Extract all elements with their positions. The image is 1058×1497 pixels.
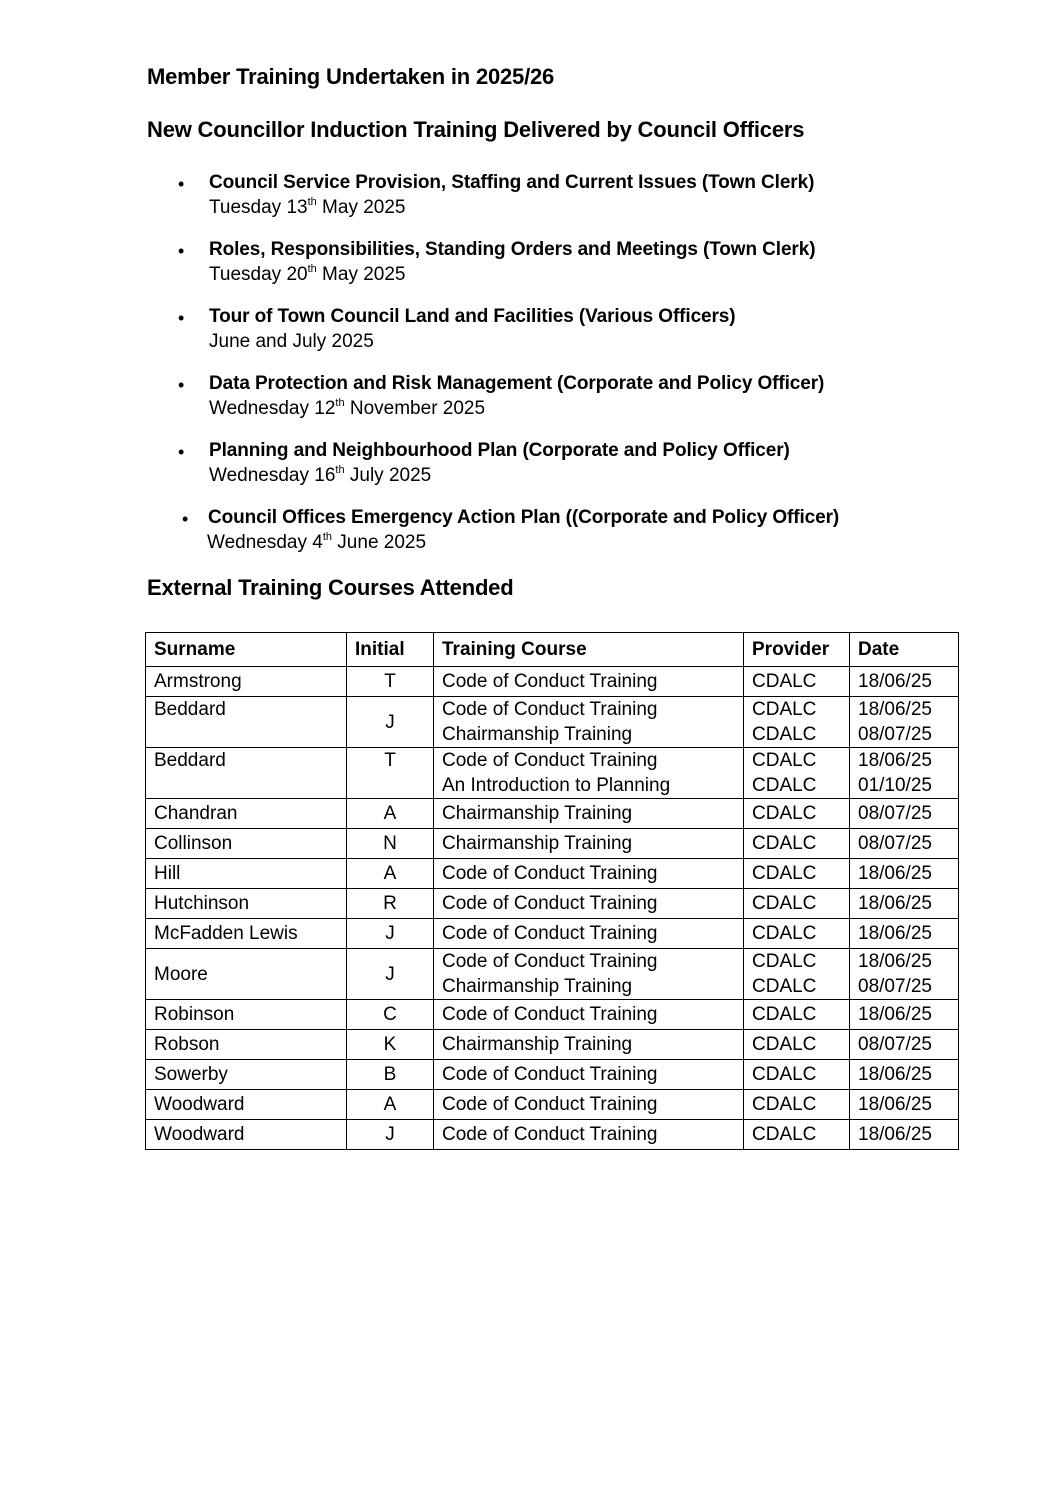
cell-training-course-line: Chairmanship Training bbox=[442, 724, 633, 745]
cell-training-course-line: Chairmanship Training bbox=[442, 976, 633, 997]
cell-date-line: 08/07/25 bbox=[858, 1034, 932, 1055]
cell-date-line: 08/07/25 bbox=[858, 833, 932, 854]
cell-provider-line: CDALC bbox=[752, 699, 817, 720]
induction-item-title: Roles, Responsibilities, Standing Orders and Meetings (Town Clerk) bbox=[209, 239, 816, 260]
cell-training-course bbox=[434, 949, 744, 1000]
cell-date-line: 18/06/25 bbox=[858, 671, 932, 692]
cell-date-line: 08/07/25 bbox=[858, 803, 932, 824]
cell-date bbox=[850, 1090, 959, 1120]
cell-training-course bbox=[434, 799, 744, 829]
induction-heading: New Councillor Induction Training Delivered by Council Officers bbox=[147, 117, 805, 142]
table-row bbox=[146, 949, 959, 1000]
cell-training-course bbox=[434, 1120, 744, 1150]
cell-provider-line: CDALC bbox=[752, 863, 817, 884]
induction-item-date: Wednesday 16th July 2025 bbox=[209, 464, 432, 486]
cell-date-line: 18/06/25 bbox=[858, 951, 932, 972]
bullet-icon: • bbox=[178, 375, 185, 395]
header-initial: Initial bbox=[347, 633, 434, 667]
cell-date bbox=[850, 859, 959, 889]
induction-item-date: June and July 2025 bbox=[209, 331, 374, 352]
header-provider: Provider bbox=[744, 633, 850, 667]
cell-provider-line: CDALC bbox=[752, 671, 817, 692]
cell-initial: A bbox=[347, 1090, 434, 1120]
header-date: Date bbox=[850, 633, 959, 667]
cell-date bbox=[850, 1060, 959, 1090]
cell-initial: N bbox=[347, 829, 434, 859]
cell-training-course bbox=[434, 1000, 744, 1030]
cell-training-course-line: Code of Conduct Training bbox=[442, 1004, 658, 1025]
cell-provider bbox=[744, 1000, 850, 1030]
cell-date-line: 18/06/25 bbox=[858, 1064, 932, 1085]
cell-date bbox=[850, 1030, 959, 1060]
cell-provider bbox=[744, 919, 850, 949]
cell-date-line: 18/06/25 bbox=[858, 750, 932, 771]
cell-surname: Woodward bbox=[146, 1120, 347, 1150]
induction-item-title: Data Protection and Risk Management (Corporate and Policy Officer) bbox=[209, 373, 825, 394]
cell-provider-line: CDALC bbox=[752, 1064, 817, 1085]
table-row bbox=[146, 799, 959, 829]
cell-surname: Chandran bbox=[146, 799, 347, 829]
cell-training-course-line: Code of Conduct Training bbox=[442, 863, 658, 884]
cell-date-line: 01/10/25 bbox=[858, 775, 932, 796]
cell-date-line: 18/06/25 bbox=[858, 923, 932, 944]
cell-surname: Hutchinson bbox=[146, 889, 347, 919]
external-heading: External Training Courses Attended bbox=[147, 575, 514, 600]
cell-provider-line: CDALC bbox=[752, 1004, 817, 1025]
cell-date-line: 08/07/25 bbox=[858, 724, 932, 745]
cell-training-course bbox=[434, 1030, 744, 1060]
cell-date bbox=[850, 1000, 959, 1030]
table-row bbox=[146, 1060, 959, 1090]
table-row bbox=[146, 1090, 959, 1120]
cell-provider bbox=[744, 1060, 850, 1090]
cell-provider bbox=[744, 829, 850, 859]
cell-training-course-line: Code of Conduct Training bbox=[442, 1124, 658, 1145]
cell-initial: B bbox=[347, 1060, 434, 1090]
cell-initial: J bbox=[347, 949, 434, 1000]
table-row bbox=[146, 889, 959, 919]
induction-item-title: Council Service Provision, Staffing and Current Issues (Town Clerk) bbox=[209, 172, 815, 193]
cell-date bbox=[850, 949, 959, 1000]
cell-initial: C bbox=[347, 1000, 434, 1030]
cell-training-course bbox=[434, 829, 744, 859]
cell-date bbox=[850, 829, 959, 859]
cell-provider bbox=[744, 1120, 850, 1150]
induction-item-date: Wednesday 4th June 2025 bbox=[207, 531, 427, 553]
cell-training-course-line: Code of Conduct Training bbox=[442, 893, 658, 914]
cell-date bbox=[850, 748, 959, 799]
cell-training-course-line: Chairmanship Training bbox=[442, 803, 633, 824]
cell-training-course-line: Code of Conduct Training bbox=[442, 923, 658, 944]
table-row bbox=[146, 919, 959, 949]
cell-provider bbox=[744, 799, 850, 829]
induction-item-title: Council Offices Emergency Action Plan ((Corporate and Policy Officer) bbox=[208, 507, 840, 528]
header-surname: Surname bbox=[146, 633, 347, 667]
cell-initial: J bbox=[347, 1120, 434, 1150]
cell-training-course-line: Code of Conduct Training bbox=[442, 671, 658, 692]
cell-date-line: 08/07/25 bbox=[858, 976, 932, 997]
cell-training-course bbox=[434, 667, 744, 697]
induction-item-title: Planning and Neighbourhood Plan (Corporate and Policy Officer) bbox=[209, 440, 790, 461]
cell-initial: J bbox=[347, 919, 434, 949]
cell-training-course-line: Code of Conduct Training bbox=[442, 1094, 658, 1115]
header-training-course: Training Course bbox=[434, 633, 744, 667]
cell-date bbox=[850, 697, 959, 748]
cell-surname: Armstrong bbox=[146, 667, 347, 697]
cell-provider-line: CDALC bbox=[752, 833, 817, 854]
cell-surname: Woodward bbox=[146, 1090, 347, 1120]
induction-item bbox=[0, 505, 1058, 565]
cell-provider-line: CDALC bbox=[752, 1094, 817, 1115]
cell-provider-line: CDALC bbox=[752, 893, 817, 914]
bullet-icon: • bbox=[178, 174, 185, 194]
induction-item bbox=[0, 170, 1058, 230]
cell-provider-line: CDALC bbox=[752, 976, 817, 997]
table-row bbox=[146, 748, 959, 799]
cell-training-course bbox=[434, 889, 744, 919]
bullet-icon: • bbox=[178, 442, 185, 462]
training-table bbox=[145, 632, 959, 1150]
table-row bbox=[146, 667, 959, 697]
cell-provider bbox=[744, 748, 850, 799]
cell-provider-line: CDALC bbox=[752, 951, 817, 972]
cell-training-course-line: Code of Conduct Training bbox=[442, 951, 658, 972]
induction-item bbox=[0, 304, 1058, 364]
cell-provider bbox=[744, 1030, 850, 1060]
induction-item-date: Wednesday 12th November 2025 bbox=[209, 397, 486, 419]
cell-provider-line: CDALC bbox=[752, 923, 817, 944]
cell-date-line: 18/06/25 bbox=[858, 1004, 932, 1025]
cell-provider-line: CDALC bbox=[752, 750, 817, 771]
induction-item bbox=[0, 438, 1058, 498]
cell-surname: Sowerby bbox=[146, 1060, 347, 1090]
cell-provider bbox=[744, 1090, 850, 1120]
cell-date-line: 18/06/25 bbox=[858, 1124, 932, 1145]
cell-provider bbox=[744, 889, 850, 919]
cell-initial: A bbox=[347, 859, 434, 889]
cell-training-course-line: Chairmanship Training bbox=[442, 1034, 633, 1055]
table-row bbox=[146, 697, 959, 748]
cell-date-line: 18/06/25 bbox=[858, 893, 932, 914]
cell-surname: Collinson bbox=[146, 829, 347, 859]
cell-initial: J bbox=[347, 697, 434, 748]
cell-date-line: 18/06/25 bbox=[858, 863, 932, 884]
table-row bbox=[146, 859, 959, 889]
cell-training-course-line: Chairmanship Training bbox=[442, 833, 633, 854]
cell-provider bbox=[744, 949, 850, 1000]
cell-training-course bbox=[434, 1060, 744, 1090]
cell-provider-line: CDALC bbox=[752, 1034, 817, 1055]
cell-provider-line: CDALC bbox=[752, 1124, 817, 1145]
cell-surname: Beddard bbox=[146, 697, 347, 748]
cell-training-course bbox=[434, 697, 744, 748]
table-header-row bbox=[146, 633, 959, 667]
cell-surname: McFadden Lewis bbox=[146, 919, 347, 949]
induction-item bbox=[0, 237, 1058, 297]
cell-date bbox=[850, 799, 959, 829]
cell-training-course bbox=[434, 859, 744, 889]
cell-provider bbox=[744, 859, 850, 889]
cell-date bbox=[850, 889, 959, 919]
cell-training-course bbox=[434, 1090, 744, 1120]
cell-training-course bbox=[434, 919, 744, 949]
cell-initial: T bbox=[347, 667, 434, 697]
cell-training-course-line: Code of Conduct Training bbox=[442, 1064, 658, 1085]
cell-provider-line: CDALC bbox=[752, 803, 817, 824]
table-row bbox=[146, 1000, 959, 1030]
cell-date bbox=[850, 919, 959, 949]
bullet-icon: • bbox=[178, 241, 185, 261]
cell-surname: Robinson bbox=[146, 1000, 347, 1030]
table-body bbox=[146, 667, 959, 1150]
cell-initial: T bbox=[347, 748, 434, 799]
page-title: Member Training Undertaken in 2025/26 bbox=[147, 64, 555, 89]
cell-training-course bbox=[434, 748, 744, 799]
table-row bbox=[146, 829, 959, 859]
cell-provider-line: CDALC bbox=[752, 775, 817, 796]
cell-initial: R bbox=[347, 889, 434, 919]
cell-surname: Hill bbox=[146, 859, 347, 889]
cell-initial: A bbox=[347, 799, 434, 829]
induction-item-date: Tuesday 13th May 2025 bbox=[209, 196, 406, 218]
cell-provider-line: CDALC bbox=[752, 724, 817, 745]
cell-surname: Robson bbox=[146, 1030, 347, 1060]
bullet-icon: • bbox=[182, 509, 189, 529]
induction-item-title: Tour of Town Council Land and Facilities (Various Officers) bbox=[209, 306, 736, 327]
cell-training-course-line: An Introduction to Planning bbox=[442, 775, 671, 796]
cell-initial: K bbox=[347, 1030, 434, 1060]
cell-training-course-line: Code of Conduct Training bbox=[442, 750, 658, 771]
cell-surname: Moore bbox=[146, 949, 347, 1000]
cell-date-line: 18/06/25 bbox=[858, 699, 932, 720]
cell-surname: Beddard bbox=[146, 748, 347, 799]
cell-date bbox=[850, 667, 959, 697]
bullet-icon: • bbox=[178, 308, 185, 328]
table-row bbox=[146, 1030, 959, 1060]
cell-training-course-line: Code of Conduct Training bbox=[442, 699, 658, 720]
cell-provider bbox=[744, 697, 850, 748]
cell-date bbox=[850, 1120, 959, 1150]
induction-item-date: Tuesday 20th May 2025 bbox=[209, 263, 406, 285]
table-row bbox=[146, 1120, 959, 1150]
cell-provider bbox=[744, 667, 850, 697]
induction-item bbox=[0, 371, 1058, 431]
cell-date-line: 18/06/25 bbox=[858, 1094, 932, 1115]
